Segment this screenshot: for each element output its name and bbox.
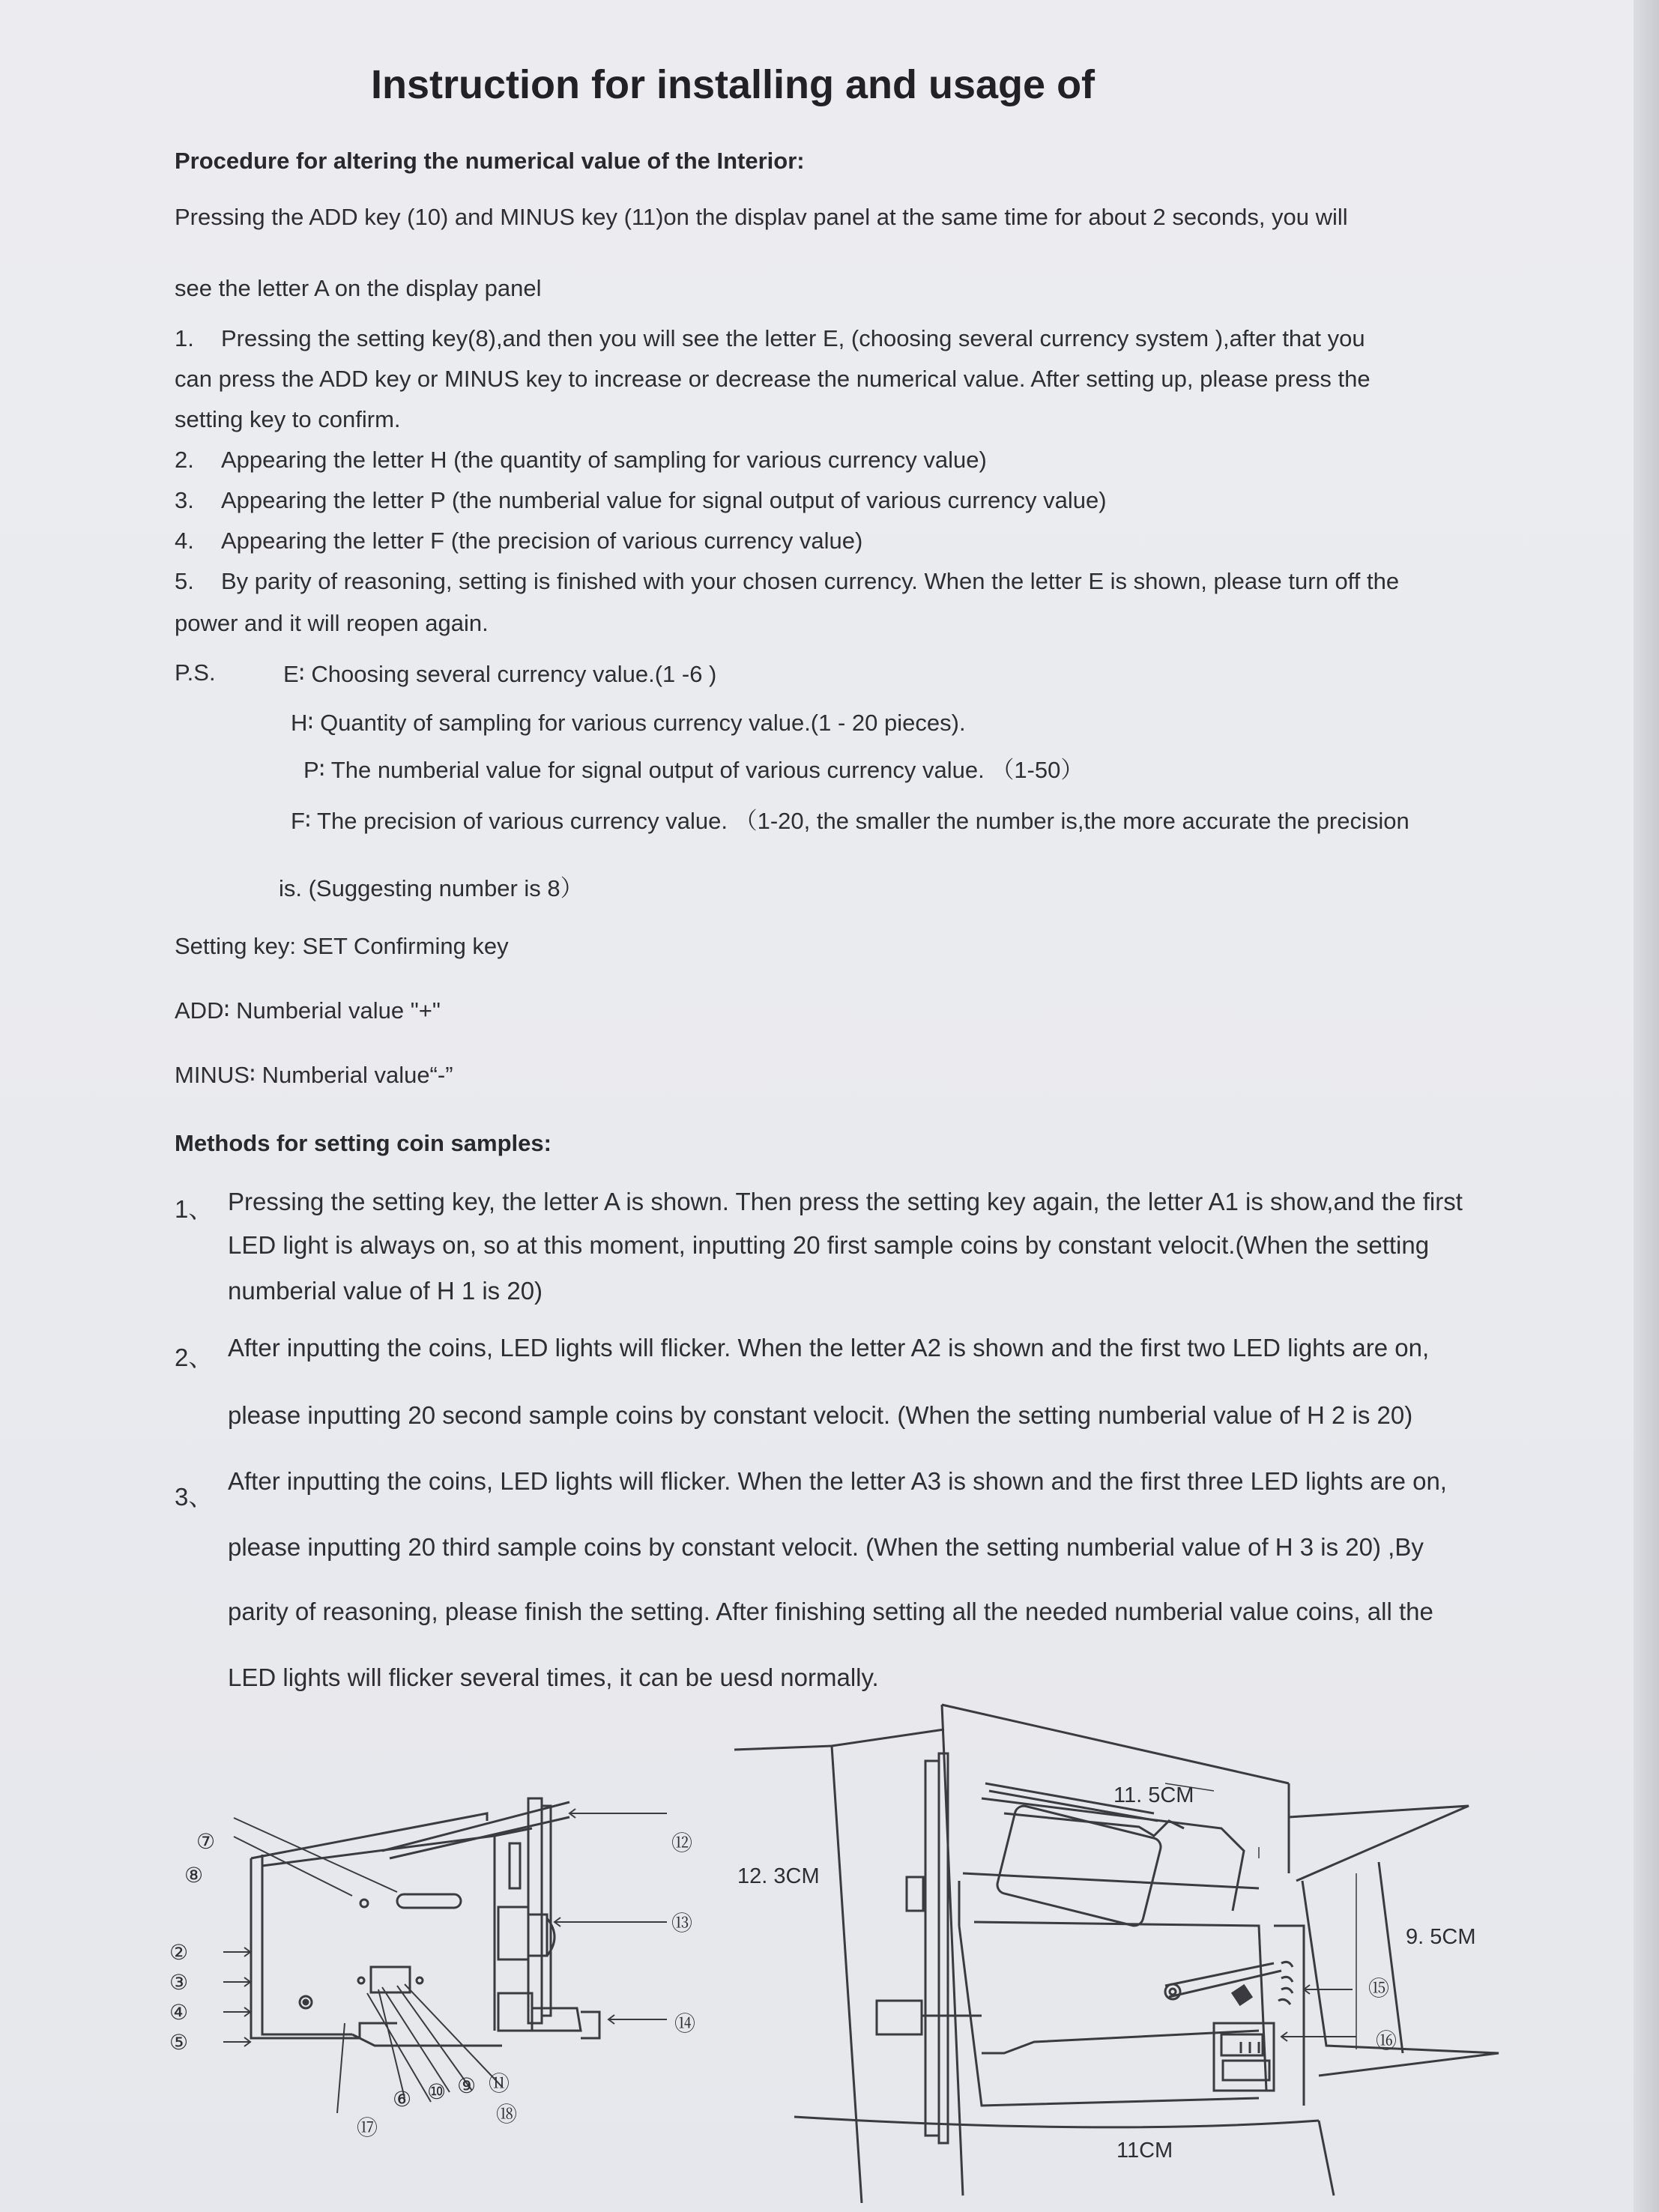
callout-14: ⑭ <box>674 2012 696 2035</box>
step1-number: 1. <box>175 325 194 351</box>
step5-line2: power and it will reopen again. <box>175 610 489 636</box>
minus-key-line: MINUS∶ Numberial value“-” <box>175 1062 453 1088</box>
step2-line1: Appearing the letter H (the quantity of sampling for various currency value) <box>221 447 987 473</box>
section1-heading: Procedure for altering the numerical value of the Interior: <box>175 148 805 174</box>
callout-9: ⑨ <box>457 2074 477 2097</box>
coin-step1-line2: LED light is always on, so at this moment, inputting 20 first sample coins by constant velocit.(When the setting <box>228 1231 1430 1259</box>
callout-17: ⑰ <box>357 2116 378 2139</box>
step1-line1: Pressing the setting key(8),and then you will see the letter E, (choosing several currency system ),after that you <box>221 325 1365 351</box>
dimension-width-bottom: 11CM <box>1116 2139 1173 2163</box>
callout-4: ④ <box>169 2001 189 2024</box>
step4-line1: Appearing the letter F (the precision of various currency value) <box>221 528 863 554</box>
step3-number: 3. <box>175 487 194 513</box>
coin-step3-number: 3、 <box>175 1483 214 1511</box>
callout-13: ⑬ <box>671 1912 693 1935</box>
callout-2: ② <box>169 1941 189 1964</box>
ps-e: E∶ Choosing several currency value.(1 -6 ) <box>283 661 717 687</box>
ps-label: P.S. <box>175 659 216 686</box>
coin-step3-line1: After inputting the coins, LED lights will flicker. When the letter A3 is shown and the first three LED lights are on, <box>228 1467 1447 1495</box>
ps-f-line1: F∶ The precision of various currency value. （1-20, the smaller the number is,the more accurate the precision <box>291 808 1409 834</box>
callout-12: ⑫ <box>671 1831 693 1855</box>
callout-11: ⑪ <box>489 2072 510 2095</box>
intro-line-1: Pressing the ADD key (10) and MINUS key (11)on the displav panel at the same time for about 2 seconds, you will <box>175 204 1348 230</box>
callout-15: ⑮ <box>1368 1977 1390 2000</box>
step2-number: 2. <box>175 447 194 473</box>
section2-heading: Methods for setting coin samples: <box>175 1130 552 1156</box>
step5-number: 5. <box>175 568 194 594</box>
intro-line-2: see the letter A on the display panel <box>175 275 542 301</box>
coin-step2-line2: please inputting 20 second sample coins by constant velocit. (When the setting numberial value of H 2 is 20) <box>228 1401 1413 1429</box>
ps-h: H∶ Quantity of sampling for various currency value.(1 - 20 pieces). <box>291 710 966 736</box>
callout-3: ③ <box>169 1971 189 1994</box>
ps-p: P∶ The numberial value for signal output of various currency value. （1-50） <box>303 757 1084 783</box>
callout-10: ⑩ <box>427 2080 447 2103</box>
callout-18: ⑱ <box>496 2103 518 2126</box>
step3-line1: Appearing the letter P (the numberial value for signal output of various currency value) <box>221 487 1107 513</box>
dimension-height-right: 9. 5CM <box>1406 1925 1476 1949</box>
document-title: Instruction for installing and usage of <box>371 62 1096 107</box>
callout-7: ⑦ <box>196 1830 216 1853</box>
coin-step3-line4: LED lights will flicker several times, it can be uesd normally. <box>228 1663 879 1691</box>
dimension-width-top: 11. 5CM <box>1113 1783 1194 1807</box>
callout-6: ⑥ <box>393 2088 412 2111</box>
paper-edge <box>1634 0 1659 2212</box>
step4-number: 4. <box>175 528 194 554</box>
add-key-line: ADD∶ Numberial value "+" <box>175 997 441 1024</box>
coin-step3-line2: please inputting 20 third sample coins by constant velocit. (When the setting numberial value of H 3 is 20) ,By <box>228 1533 1424 1561</box>
step1-line2: can press the ADD key or MINUS key to increase or decrease the numerical value. After setting up, please press the <box>175 366 1371 392</box>
ps-f-line2: is. (Suggesting number is 8） <box>279 875 584 901</box>
step1-line3: setting key to confirm. <box>175 406 401 432</box>
dimension-height-left: 12. 3CM <box>737 1864 820 1888</box>
coin-step2-line1: After inputting the coins, LED lights will flicker. When the letter A2 is shown and the first two LED lights are on, <box>228 1334 1430 1362</box>
coin-step2-number: 2、 <box>175 1344 214 1371</box>
callout-8: ⑧ <box>184 1864 204 1887</box>
callout-16: ⑯ <box>1376 2029 1397 2052</box>
step5-line1: By parity of reasoning, setting is finished with your chosen currency. When the letter E is shown, please turn off the <box>221 568 1400 594</box>
coin-step1-line1: Pressing the setting key, the letter A is shown. Then press the setting key again, the letter A1 is show,and the first <box>228 1188 1463 1215</box>
callout-5: ⑤ <box>169 2031 189 2054</box>
coin-step1-number: 1、 <box>175 1195 214 1223</box>
coin-step3-line3: parity of reasoning, please finish the setting. After finishing setting all the needed numberial value coins, all the <box>228 1598 1433 1625</box>
setting-key-line: Setting key: SET Confirming key <box>175 933 509 959</box>
coin-step1-line3: numberial value of H 1 is 20) <box>228 1277 543 1305</box>
installation-dimension-diagram <box>734 1701 1514 2203</box>
